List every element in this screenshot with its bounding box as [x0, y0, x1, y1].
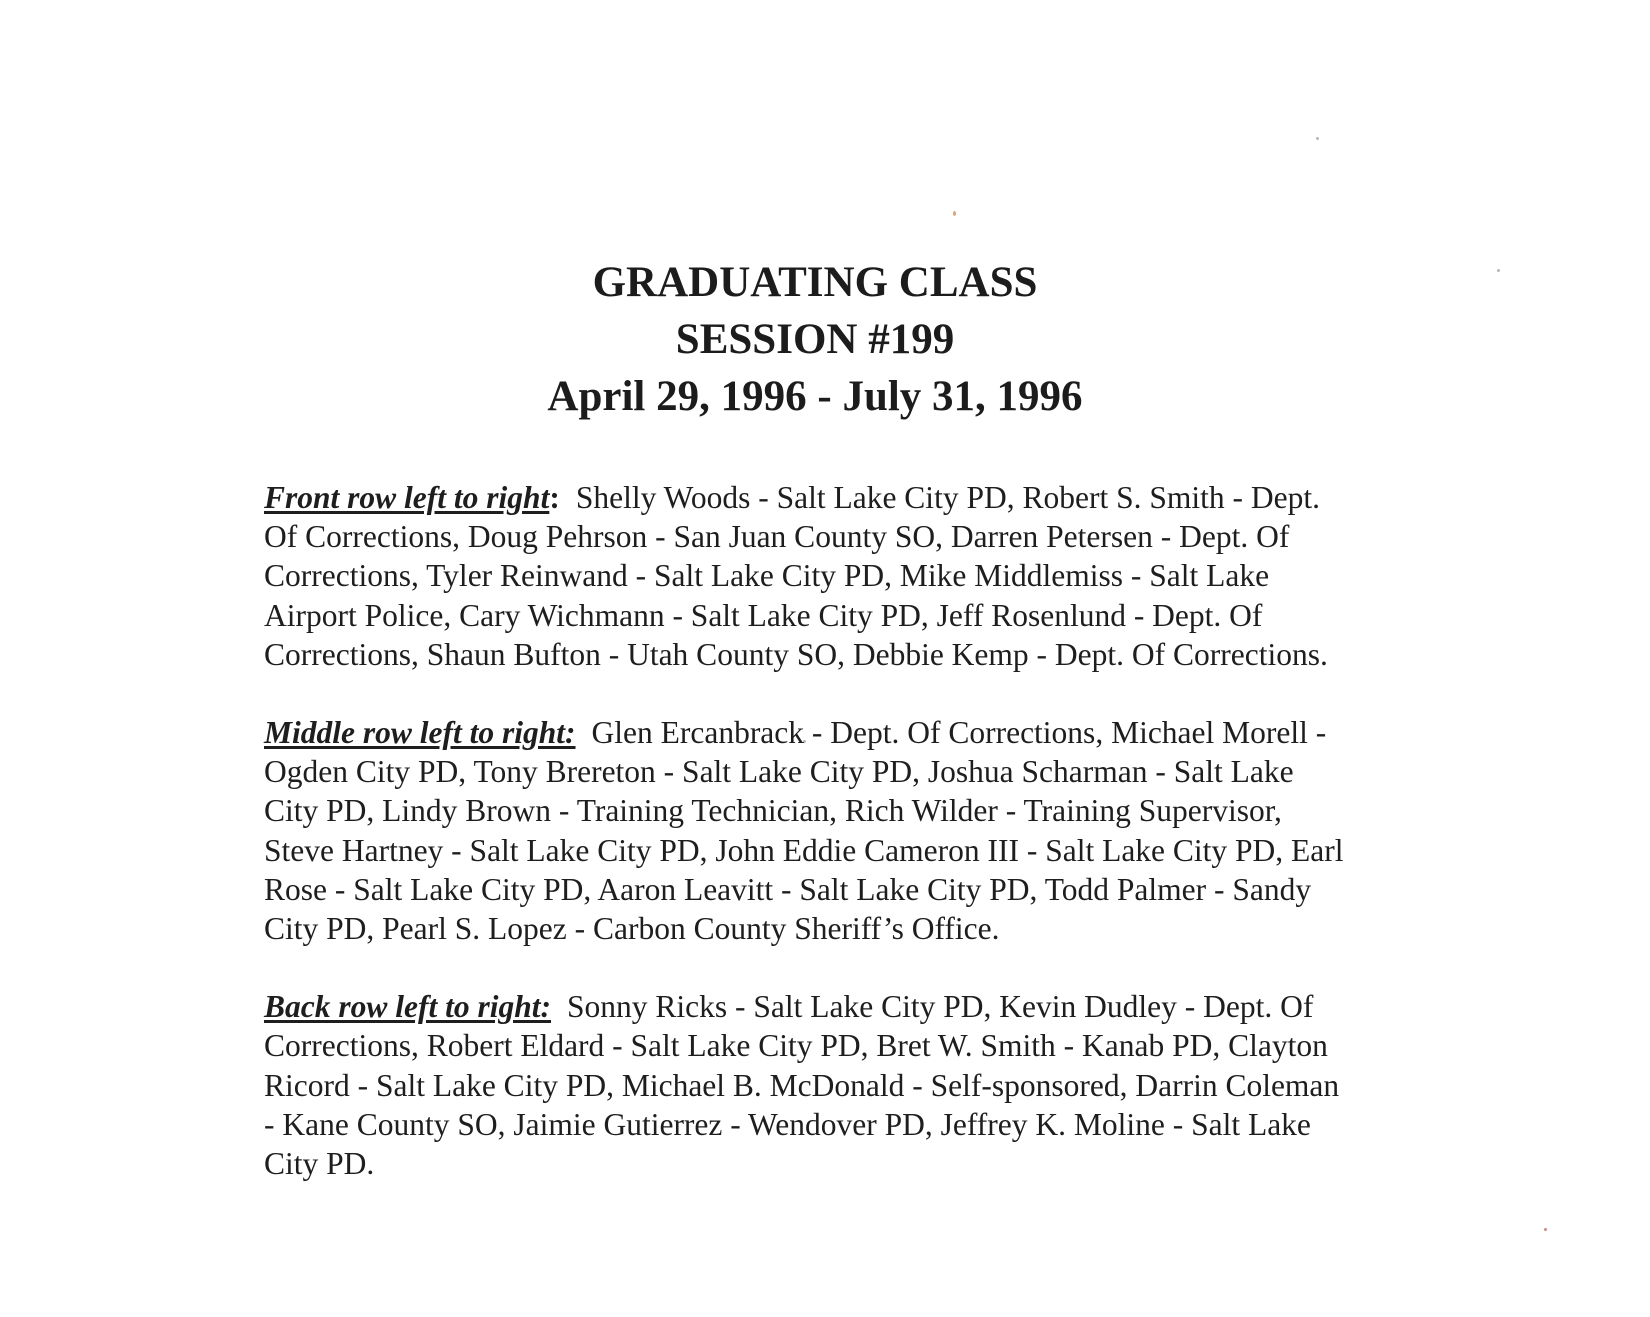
document-body [264, 478, 1354, 1222]
front-row-names: Shelly Woods - Salt Lake City PD, Robert S. Smith - Dept. Of Corrections, Doug Pehrson - San Juan County SO, Darren Petersen - Dept. Of Corrections, Tyler Reinwand - Salt Lake City PD, Mike Middlemiss - Salt Lake Airport Police, Cary Wichmann - Salt Lake City PD, Jeff Rosenlund - Dept. Of Corrections, Shaun Bufton - Utah County SO, Debbie Kemp - Dept. Of Corrections. [264, 480, 1328, 672]
scan-speck [1544, 1228, 1547, 1231]
back-row-label: Back row left to right: [264, 989, 552, 1025]
middle-row-paragraph [264, 713, 1354, 948]
session-dates: April 29, 1996 - July 31, 1996 [547, 373, 1083, 420]
scan-speck [1316, 137, 1319, 140]
document-title [0, 254, 1630, 425]
session-number: SESSION #199 [675, 316, 955, 363]
scan-speck [953, 211, 956, 216]
front-row-paragraph [264, 478, 1354, 674]
back-row-names: Sonny Ricks - Salt Lake City PD, Kevin Dudley - Dept. Of Corrections, Robert Eldard - Salt Lake City PD, Bret W. Smith - Kanab PD, Clayton Ricord - Salt Lake City PD, Michael B. McDonald - Self-sponsored, Darrin Coleman - Kane County SO, Jaimie Gutierrez - Wendover PD, Jeffrey K. Moline - Salt Lake City PD. [264, 989, 1340, 1182]
front-row-label-colon: : [549, 480, 560, 515]
middle-row-names: Glen Ercanbrack - Dept. Of Corrections, Michael Morell - Ogden City PD, Tony Brereton - Salt Lake City PD, Joshua Scharman - Salt Lake City PD, Lindy Brown - Training Technician, Rich Wilder - Training Supervisor, Steve Hartney - Salt Lake City PD, John Eddie Cameron III - Salt Lake City PD, Earl Rose - Salt Lake City PD, Aaron Leavitt - Salt Lake City PD, Todd Palmer - Sandy City PD, Pearl S. Lopez - Carbon County Sheriff’s Office. [264, 715, 1344, 947]
front-row-label: Front row left to right [264, 480, 550, 515]
middle-row-label: Middle row left to right: [264, 715, 576, 751]
title-heading: GRADUATING CLASS [592, 259, 1038, 306]
back-row-paragraph [264, 987, 1354, 1183]
